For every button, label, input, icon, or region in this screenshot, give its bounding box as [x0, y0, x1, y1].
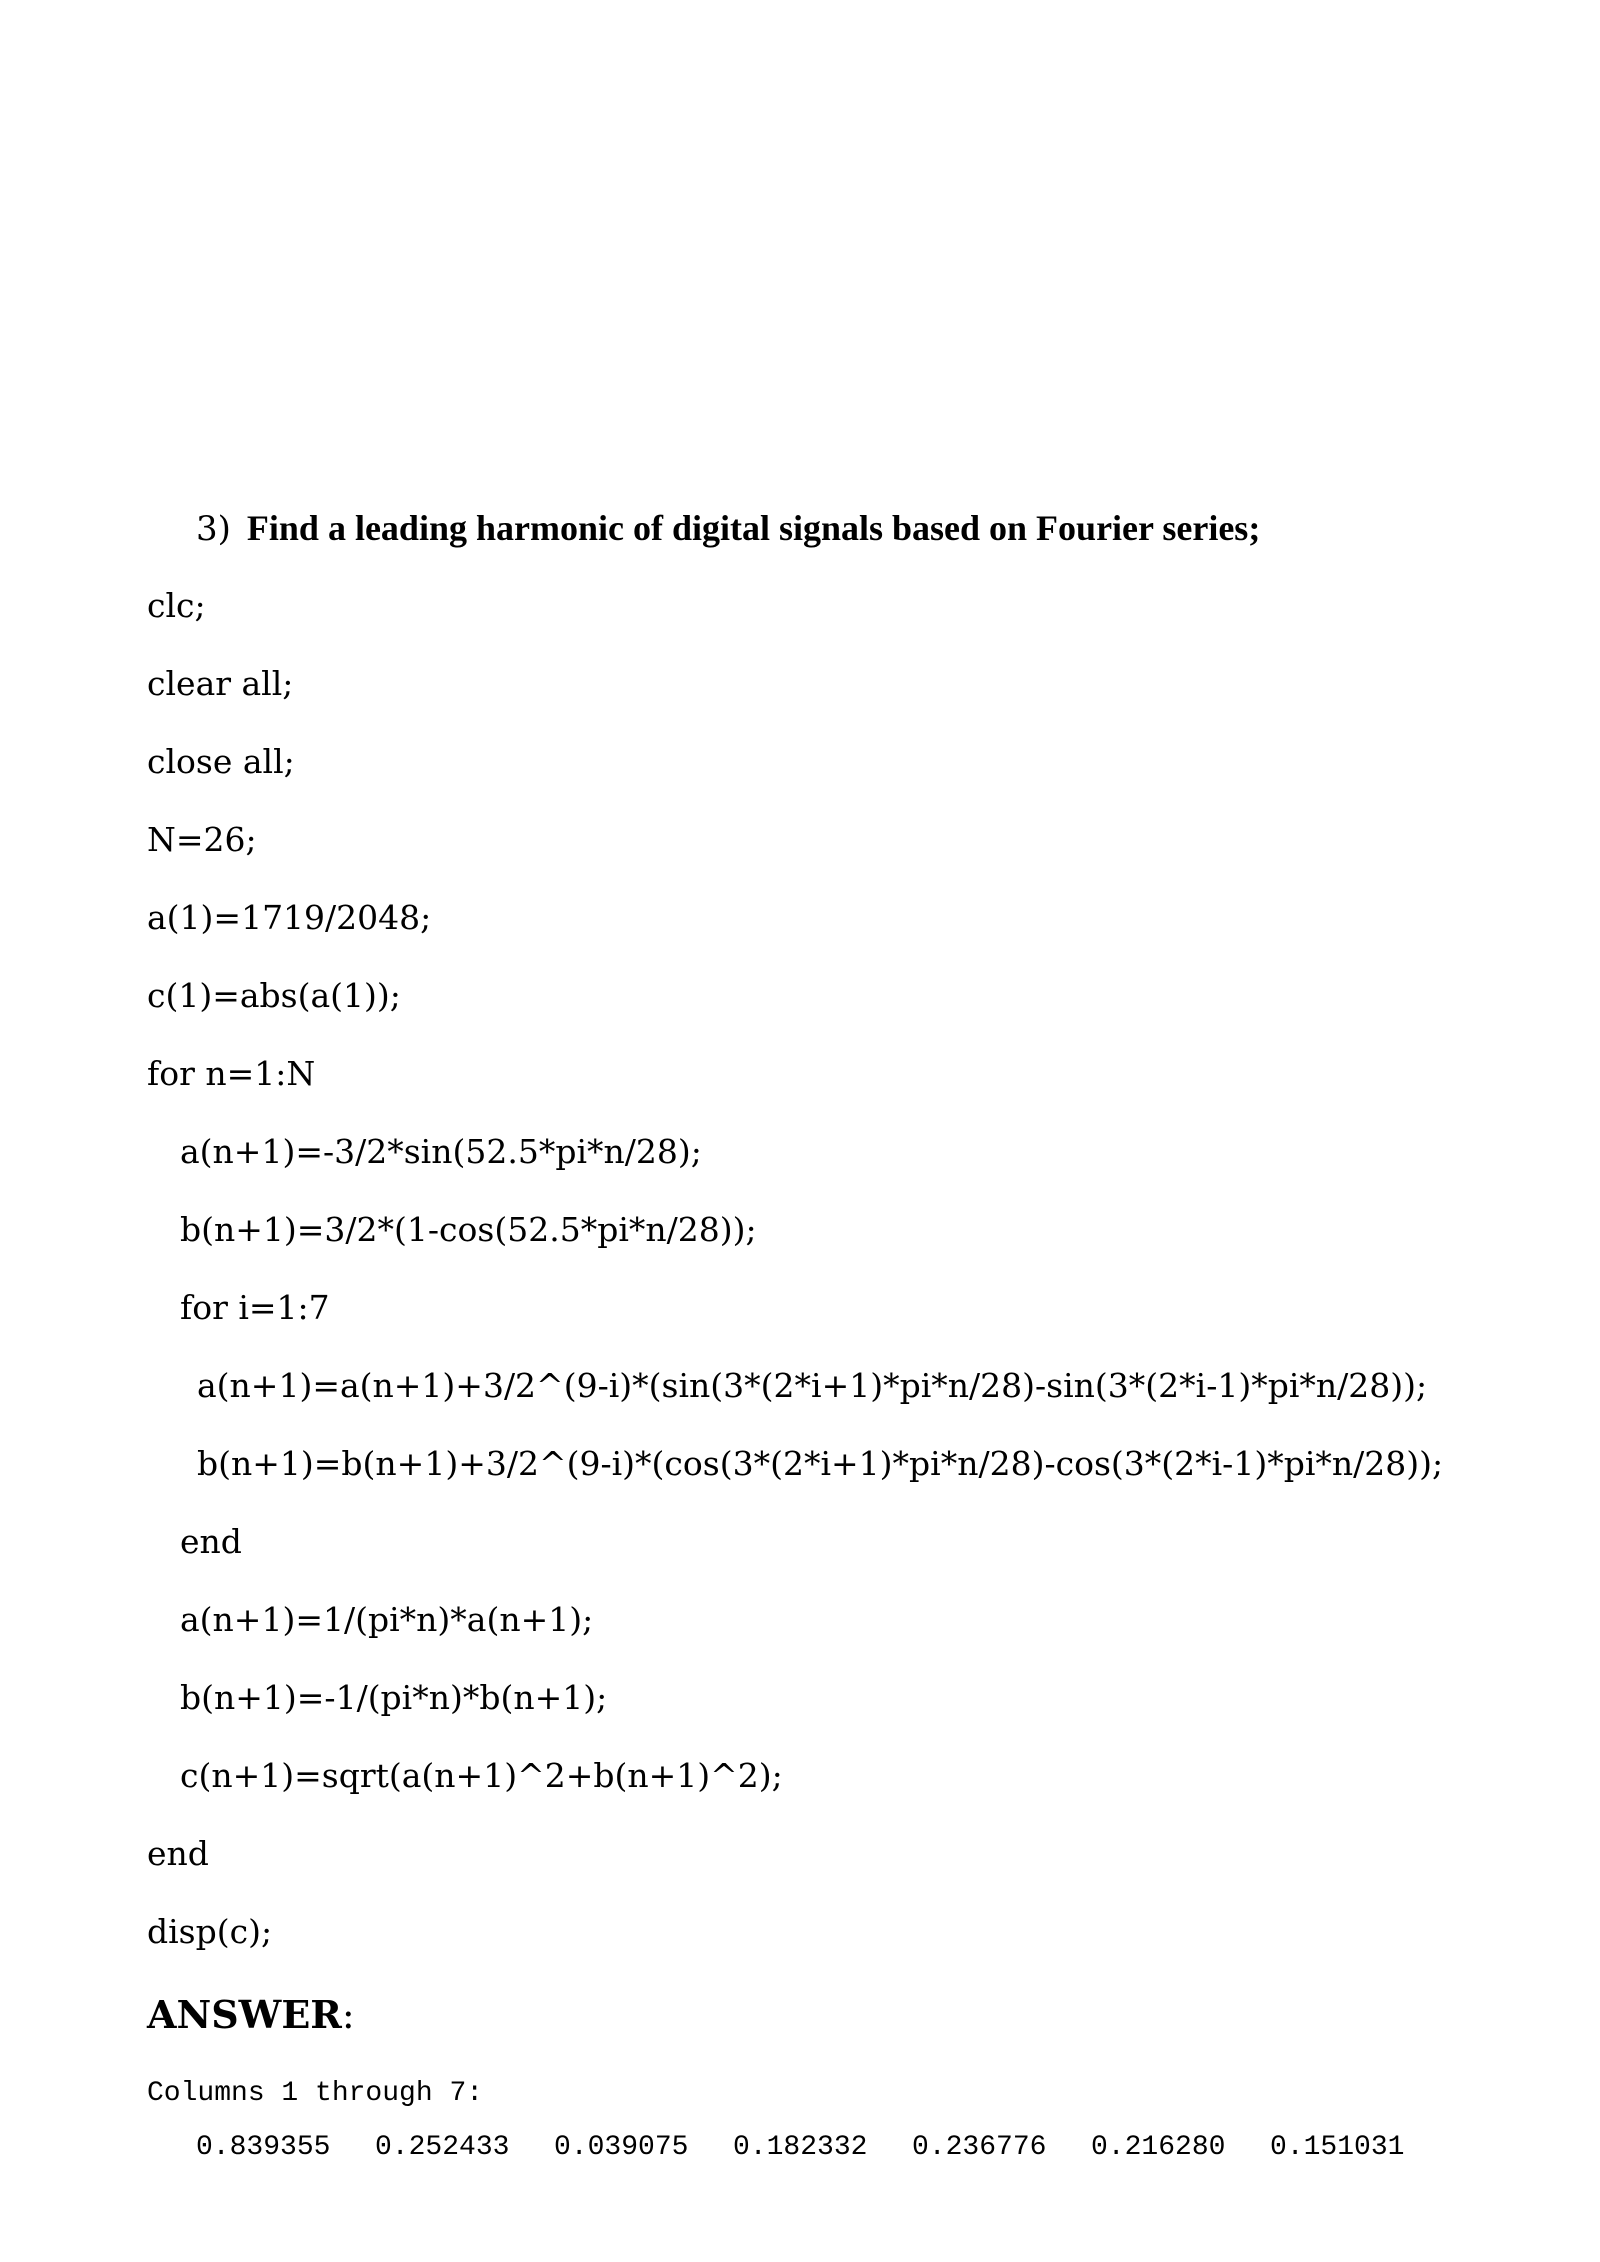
code-line: clc;	[147, 586, 206, 625]
code-line: close all;	[147, 742, 295, 781]
section-number: 3)	[196, 509, 231, 549]
code-line: disp(c);	[147, 1912, 273, 1951]
code-line: for i=1:7	[180, 1288, 330, 1327]
answer-heading	[147, 1990, 355, 2040]
code-line: N=26;	[147, 820, 257, 859]
answer-colon: :	[341, 1993, 355, 2037]
columns-header: Columns 1 through 7:	[147, 2078, 484, 2109]
answer-value: 0.182332	[733, 2132, 868, 2163]
answer-value: 0.216280	[1091, 2132, 1226, 2163]
code-line: clear all;	[147, 664, 294, 703]
code-line: a(n+1)=a(n+1)+3/2^(9-i)*(sin(3*(2*i+1)*pi*n/28)-sin(3*(2*i-1)*pi*n/28));	[197, 1366, 1428, 1405]
answer-value: 0.236776	[912, 2132, 1047, 2163]
code-line: for n=1:N	[147, 1054, 316, 1093]
code-line: end	[147, 1834, 209, 1873]
answer-label: ANSWER	[147, 1992, 342, 2037]
answer-value: 0.151031	[1270, 2132, 1405, 2163]
answer-value: 0.839355	[196, 2132, 331, 2163]
code-line: b(n+1)=b(n+1)+3/2^(9-i)*(cos(3*(2*i+1)*pi*n/28)-cos(3*(2*i-1)*pi*n/28));	[197, 1444, 1444, 1483]
code-line: b(n+1)=-1/(pi*n)*b(n+1);	[180, 1678, 608, 1717]
code-line: b(n+1)=3/2*(1-cos(52.5*pi*n/28));	[180, 1210, 757, 1249]
code-line: c(n+1)=sqrt(a(n+1)^2+b(n+1)^2);	[180, 1756, 783, 1795]
section-heading	[196, 503, 1260, 554]
answer-value: 0.039075	[554, 2132, 689, 2163]
code-line: a(1)=1719/2048;	[147, 898, 432, 937]
answer-values	[196, 2128, 1449, 2168]
code-line: a(n+1)=1/(pi*n)*a(n+1);	[180, 1600, 594, 1639]
section-title: Find a leading harmonic of digital signals based on Fourier series;	[246, 508, 1261, 548]
answer-value: 0.252433	[375, 2132, 510, 2163]
code-line: c(1)=abs(a(1));	[147, 976, 401, 1015]
code-line: a(n+1)=-3/2*sin(52.5*pi*n/28);	[180, 1132, 702, 1171]
code-line: end	[180, 1522, 242, 1561]
